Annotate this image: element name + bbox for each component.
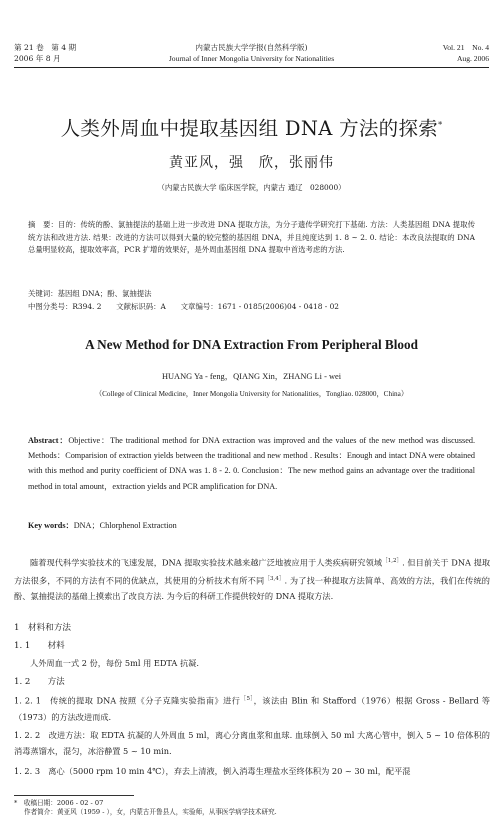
method-1-2-3: 1. 2. 3 离心（5000 rpm 10 min 4℃），弃去上清液，倒入消毒生理盐水至终体积为 20 ~ 30 ml，配平混	[14, 766, 411, 776]
subsection-heading-1-1: 1. 1 材料	[14, 641, 65, 651]
keywords-en-label: Key words：	[28, 521, 74, 530]
paper-title-en: A New Method for DNA Extraction From Peripheral Blood	[85, 337, 418, 352]
footnote-rule	[14, 795, 134, 796]
title-footnote-mark: *	[438, 120, 443, 130]
authors-cn: 黄亚风，强 欣，张丽伟	[169, 155, 334, 171]
date-en: Aug. 2006	[456, 54, 489, 63]
footnote-author-bio: 作者简介：黄亚风（1959 - ），女，内蒙古开鲁县人，实验师，从事医学病学技术研究.	[24, 808, 277, 816]
journal-name-cn: 内蒙古民族大学学报(自然科学版)	[195, 43, 308, 52]
paper-title-cn	[0, 113, 503, 141]
title-text: 人类外周血中提取基因组 DNA 方法的探索	[60, 117, 439, 140]
subsection-heading-1-2: 1. 2 方法	[14, 677, 65, 687]
section-heading-1: 1 材料和方法	[14, 623, 72, 633]
journal-name-en: Journal of Inner Mongolia University for Nationalities	[168, 54, 335, 63]
volume-issue-en: Vol. 21 No. 4	[442, 43, 489, 52]
footnote	[14, 799, 277, 817]
method-1-2-2-number: 1. 2. 2	[14, 730, 41, 740]
affiliation-cn: （内蒙古民族大学 临床医学院，内蒙古 通辽 028000）	[157, 183, 346, 192]
abstract-en	[28, 433, 475, 494]
citation-5: ［5］	[240, 696, 254, 702]
abstract-cn	[28, 219, 475, 257]
header-rule	[14, 67, 489, 68]
date-cn: 2006 年 8 月	[14, 54, 61, 63]
intro-paragraph: 随着现代科学实验技术的飞速发展，DNA 提取实验技术越来越广泛地被应用于人类疾病研究领域$^{[1,2]}$. 但目前关于 DNA 提取方法很多，不同的方法有不同的优缺点，其使用的分析技术有所不同$^{[3,4]}$. 为了找一种提取方法简单、高效的方法，我们在传统的酚、氯抽提法的基础上摸索出了改良方法. 为今后的科研工作提供较好的 DNA 提取方法.	[14, 557, 491, 602]
header-volume-en	[443, 42, 489, 64]
abstract-en-text: Objective：The traditional method for DNA extraction was improved and the values of the new method was discussed. Methods：Comparision of extraction yields between the traditional and new method . Results：Enough and intact DNA were obtained with this method and purity coefficient of DNA was 1. 8 - 2. 0. Conclusion：The new method gains an advantage over the traditional method in total amount，extraction yields and PCR amplification for DNA.	[28, 436, 475, 491]
footnote-received: * 收稿日期：2006 - 02 - 07	[14, 799, 104, 807]
keywords-cn: 关键词：基因组 DNA；酚、氯抽提法	[28, 289, 152, 298]
materials-text: 人外周血一式 2 份，每份 5ml 用 EDTA 抗凝.	[30, 658, 199, 668]
abstract-en-label: Abstract：	[28, 436, 69, 445]
method-1-2-3-number: 1. 2. 3	[14, 766, 41, 776]
header-journal	[0, 42, 503, 64]
method-1-2-2: 1. 2. 2 改进方法：取 EDTA 抗凝的人外周血 5 ml，离心分离血浆和血球. 血球倒入 50 ml 大离心管中，倒入 5 ~ 10 倍体积的消毒蒸馏水，混匀，冰浴静置 5 ~ 10 min.	[14, 730, 490, 756]
introduction	[14, 553, 490, 604]
authors-en: HUANG Ya - feng，QIANG Xin，ZHANG Li - wei	[161, 372, 342, 381]
keywords-en-text: DNA；Chlorphenol Extraction	[73, 521, 177, 530]
keywords-en	[28, 518, 475, 533]
citation-3-4: ［3,4］	[264, 575, 285, 582]
volume-issue-cn: 第 21 卷 第 4 期	[14, 43, 77, 52]
abstract-cn-label: 摘 要：	[28, 220, 58, 229]
abstract-cn-text: 目的：传统的酚、氯抽提法的基础上进一步改进 DNA 提取方法，为分子遗传学研究打下基础. 方法：人类基因组 DNA 提取传统方法和改进方法. 结果：改进的方法可以得到大量的较完整的基因组 DNA，并且纯度达到 1. 8 ~ 2. 0. 结论：本改良法提取的 DNA 总量明显较高，提取效率高，PCR 扩增的效果好，是外周血基因组 DNA 提取中首选考虑的方法.	[28, 220, 475, 255]
method-1-2-1: 1. 2. 1 传统的提取 DNA 按照《分子克隆实验指南》进行$^{[5]}$，该法由 Blin 和 Stafford（1976）根据 Gross - Bellard 等（1973）的方法改进而成.	[14, 695, 490, 722]
method-1-2-1-number: 1. 2. 1	[14, 695, 41, 706]
classification-line: 中图分类号：R394. 2 文献标识码：A 文章编号：1671 - 0185(2006)04 - 0418 - 02	[28, 302, 340, 311]
citation-1-2: ［1,2］	[382, 558, 403, 564]
affiliation-en: （College of Clinical Medicine，Inner Mongolia University for Nationalities，Tongliao. 028000，China）	[94, 390, 409, 398]
